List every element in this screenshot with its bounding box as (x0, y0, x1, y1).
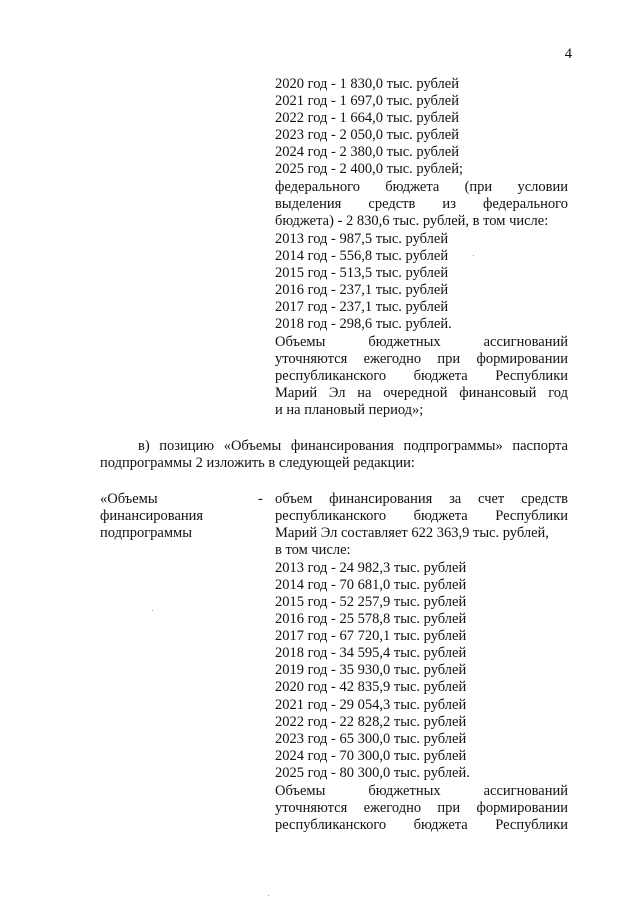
year-line: 2025 год - 80 300,0 тыс. рублей. (275, 765, 470, 781)
year-line: 2015 год - 52 257,9 тыс. рублей (275, 594, 467, 610)
year-line: 2023 год - 2 050,0 тыс. рублей (275, 127, 459, 143)
year-line: 2019 год - 35 930,0 тыс. рублей (275, 662, 467, 678)
note-line: Объемы бюджетных ассигнований (275, 334, 568, 350)
instruction-paragraph (100, 438, 568, 472)
scan-speck (268, 895, 269, 896)
federal-year-line: 2016 год - 237,1 тыс. рублей (275, 282, 449, 298)
year-line: 2023 год - 65 300,0 тыс. рублей (275, 731, 467, 747)
year-line: 2013 год - 24 982,3 тыс. рублей (275, 560, 467, 576)
label-dash: - (258, 491, 263, 507)
year-line: 2024 год - 2 380,0 тыс. рублей (275, 144, 459, 160)
federal-year-line: 2018 год - 298,6 тыс. рублей. (275, 316, 452, 332)
note-line: республиканского бюджета Республики (275, 817, 568, 833)
year-line: 2020 год - 42 835,9 тыс. рублей (275, 679, 467, 695)
section-label-line: «Объемы (100, 491, 158, 507)
instruction-line: подпрограммы 2 изложить в следующей редакции: (100, 455, 415, 472)
year-line: 2016 год - 25 578,8 тыс. рублей (275, 611, 467, 627)
note-line: республиканского бюджета Республики (275, 368, 568, 384)
federal-year-line: 2014 год - 556,8 тыс. рублей (275, 248, 449, 264)
note-line: и на плановый период»; (275, 402, 424, 418)
section-label-line: подпрограммы (100, 525, 192, 541)
intro-line: республиканского бюджета Республики (275, 508, 568, 524)
note-line: уточняются ежегодно при формировании (275, 800, 568, 816)
scan-speck (473, 255, 474, 256)
year-line: 2022 год - 1 664,0 тыс. рублей (275, 110, 459, 126)
federal-budget-line: федерального бюджета (при условии (275, 179, 568, 195)
year-line: 2017 год - 67 720,1 тыс. рублей (275, 628, 467, 644)
year-line: 2021 год - 1 697,0 тыс. рублей (275, 93, 459, 109)
federal-budget-line: бюджета) - 2 830,6 тыс. рублей, в том числе: (275, 213, 549, 229)
year-line: 2021 год - 29 054,3 тыс. рублей (275, 697, 467, 713)
federal-year-line: 2017 год - 237,1 тыс. рублей (275, 299, 449, 315)
note-line: Марий Эл на очередной финансовый год (275, 385, 568, 401)
intro-line: Марий Эл составляет 622 363,9 тыс. рублей, (275, 525, 549, 541)
year-line: 2018 год - 34 595,4 тыс. рублей (275, 645, 467, 661)
year-line: 2025 год - 2 400,0 тыс. рублей; (275, 161, 463, 177)
year-line: 2022 год - 22 828,2 тыс. рублей (275, 714, 467, 730)
intro-line: в том числе: (275, 542, 351, 558)
federal-year-line: 2015 год - 513,5 тыс. рублей (275, 265, 449, 281)
scan-speck (152, 610, 153, 611)
federal-year-line: 2013 год - 987,5 тыс. рублей (275, 231, 449, 247)
federal-budget-line: выделения средств из федерального (275, 196, 568, 212)
intro-line: объем финансирования за счет средств (275, 491, 568, 507)
year-line: 2024 год - 70 300,0 тыс. рублей (275, 748, 467, 764)
instruction-line: в) позицию «Объемы финансирования подпрограммы» паспорта (138, 438, 568, 454)
note-line: уточняются ежегодно при формировании (275, 351, 568, 367)
note-line: Объемы бюджетных ассигнований (275, 783, 568, 799)
year-line: 2014 год - 70 681,0 тыс. рублей (275, 577, 467, 593)
section-label-line: финансирования (100, 508, 204, 524)
year-line: 2020 год - 1 830,0 тыс. рублей (275, 76, 459, 92)
page-number: 4 (564, 46, 572, 62)
